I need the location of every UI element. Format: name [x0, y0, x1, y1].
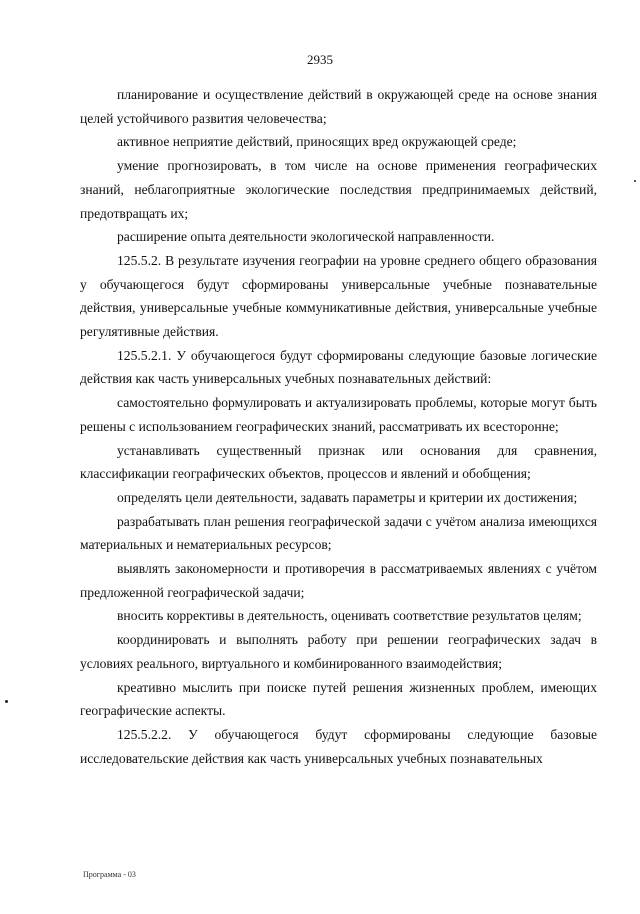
paragraph: устанавливать существенный признак или основания для сравнения, классификации географических объектов, процессов и явлений и обобщения;	[80, 442, 597, 482]
paragraph: вносить коррективы в деятельность, оценивать соответствие результатов целям;	[117, 608, 582, 624]
paragraph: расширение опыта деятельности экологической направленности.	[117, 229, 495, 245]
page-number: 2935	[307, 52, 333, 67]
paragraph: планирование и осуществление действий в окружающей среде на основе знания целей устойчивого развития человечества;	[80, 87, 597, 126]
page-body	[80, 83, 597, 770]
paragraph: 125.5.2.2. У обучающегося будут сформированы следующие базовые исследовательские действия как часть универсальных учебных познавательных	[80, 726, 597, 766]
paragraph: выявлять закономерности и противоречия в рассматриваемых явлениях с учётом предложенной географической задачи;	[80, 561, 597, 600]
paragraph: координировать и выполнять работу при решении географических задач в условиях реального, виртуального и комбинированного взаимодействия;	[80, 632, 597, 671]
paragraph: умение прогнозировать, в том числе на основе применения географических знаний, неблагоприятные экологические последствия предпринимаемых действий, предотвращать их;	[80, 158, 597, 221]
paragraph: креативно мыслить при поиске путей решения жизненных проблем, имеющих географические аспекты.	[80, 679, 597, 719]
scan-speck	[5, 700, 8, 703]
paragraph: определять цели деятельности, задавать параметры и критерии их достижения;	[117, 489, 578, 505]
paragraph: 125.5.2.1. У обучающегося будут сформированы следующие базовые логические действия как часть универсальных учебных познавательных действий:	[80, 347, 597, 387]
scan-speck	[634, 180, 636, 182]
paragraph: самостоятельно формулировать и актуализировать проблемы, которые могут быть решены с использованием географических знаний, рассматривать их всесторонне;	[80, 395, 597, 434]
paragraph: 125.5.2. В результате изучения географии на уровне среднего общего образования у обучающегося будут сформированы универсальные учебные познавательные действия, универсальные учебные коммуникативные действия, универсальные учебные регулятивные действия.	[80, 252, 597, 340]
paragraph: активное неприятие действий, приносящих вред окружающей среде;	[117, 134, 517, 150]
page-footer: Программа - 03	[83, 870, 136, 879]
paragraph: разрабатывать план решения географической задачи с учётом анализа имеющихся материальных и нематериальных ресурсов;	[80, 513, 597, 553]
